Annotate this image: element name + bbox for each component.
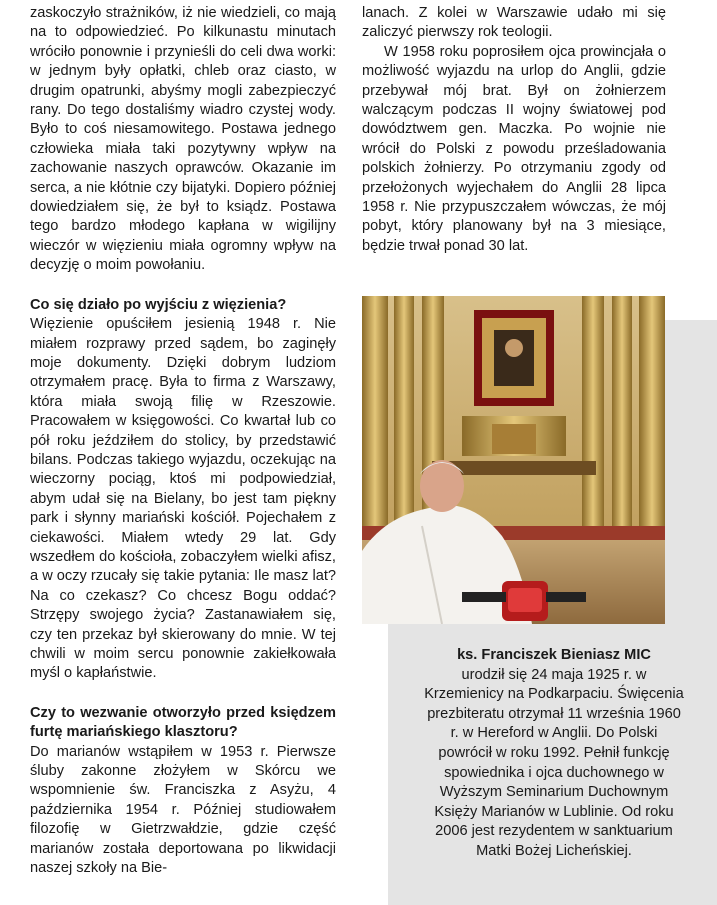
left-column bbox=[30, 4, 336, 878]
right-column bbox=[362, 4, 666, 256]
paragraph: lanach. Z kolei w Warszawie udało mi się zaliczyć pierwszy rok teologii. bbox=[362, 5, 666, 41]
photo-priest-in-basilica bbox=[362, 296, 665, 624]
paragraph: W 1958 roku poprosiłem ojca prowincjała o możliwość wyjazdu na urlop do Anglii, gdzie przebywał mój brat. Był on żołnierzem walczącym podczas II wojny światowej pod dowództwem gen. Maczka. Po wojnie nie wrócił do Polski z powodu prześladowania polskich żołnierzy. Po otrzymaniu zgody od przełożonych wyjechałem do Anglii 28 lipca 1958 r. Nie przypuszczałem wówczas, że mój pobyt, który planowany był na 3 miesiące, będzie trwał ponad 30 lat. bbox=[362, 43, 666, 254]
paragraph: Więzienie opuściłem jesienią 1948 r. Nie miałem rozprawy przed sądem, bo zaginęły moje dokumenty. Dzięki dobrym ludziom otrzymałem pracę. Była to firma z Warszawy, która miała swoją filię w Rzeszowie. Pracowałem w księgowości. Co kwartał lub co pół roku jeździłem do stolicy, by przedstawić bilans. Podczas takiego wyjazdu, oczekując na wieczorny pociąg, ktoś mi podpowiedział, abym udał się na Bielany, bo jest tam piękny park i słynny mariański kościół. Pojechałem z ciekawości. Miałem wtedy 29 lat. Gdy wszedłem do kościoła, zobaczyłem wielki afisz, a w oczy rzucały się takie pytania: Ile masz lat? Na co czekasz? Co chcesz Bogu oddać? Strzępy swojego życia? Zastanawiałem się, czy ten przekaz był skierowany do mnie. W tej chwili w moim sercu ponownie zakiełkowała myśl o kapłaństwie. bbox=[30, 316, 336, 682]
bio-name: ks. Franciszek Bieniasz MIC bbox=[457, 647, 651, 663]
bio-text: urodził się 24 maja 1925 r. w Krzemienicy na Podkarpaciu. Święcenia prezbiteratu otrzymał 11 września 1960 r. w Hereford w Anglii. Do Polski powrócił w roku 1992. Pełnił funkcję spowiednika i ojca duchownego w Wyższym Seminarium Duchownym Księży Marianów w Lublinie. Od roku 2006 jest rezydentem w sanktuarium Matki Bożej Licheńskiej. bbox=[424, 666, 684, 859]
interview-question: Czy to wezwanie otworzyło przed księdzem furtę mariańskiego klasztoru? bbox=[30, 704, 336, 741]
interview-question: Co się działo po wyjściu z więzienia? bbox=[30, 296, 287, 313]
biography-caption bbox=[423, 646, 685, 862]
paragraph: zaskoczyło strażników, iż nie wiedzieli, co mają na to odpowiedzieć. Po kilkunastu minutach wróciło ponownie i przynieśli do celi dwa worki: w jednym były opłatki, chleb oraz ciasto, w drugim opatrunki, abyśmy mogli zabezpieczyć rany. Do tego dostaliśmy wiadro czystej wody. Było to coś niesamowitego. Postawa jednego człowieka miała taki pozytywny wpływ na zachowanie naszych oprawców. Okazanie im serca, a nie kłótnie czy bijatyki. Dopiero później dowiedziałem się, że był to ksiądz. Postawa tego bardzo młodego kapłana w wigilijny wieczór w więzieniu miała ogromny wpływ na decyzję o moim powołaniu. bbox=[30, 5, 336, 274]
paragraph: Do marianów wstąpiłem w 1953 r. Pierwsze śluby zakonne złożyłem w Skórcu we wspomnienie św. Franciszka z Asyżu, 4 października 1954 r. Później studiowałem filozofię w Gietrzwałdzie, gdzie część marianów została deportowana po likwidacji naszej szkoły na Bie- bbox=[30, 743, 336, 877]
